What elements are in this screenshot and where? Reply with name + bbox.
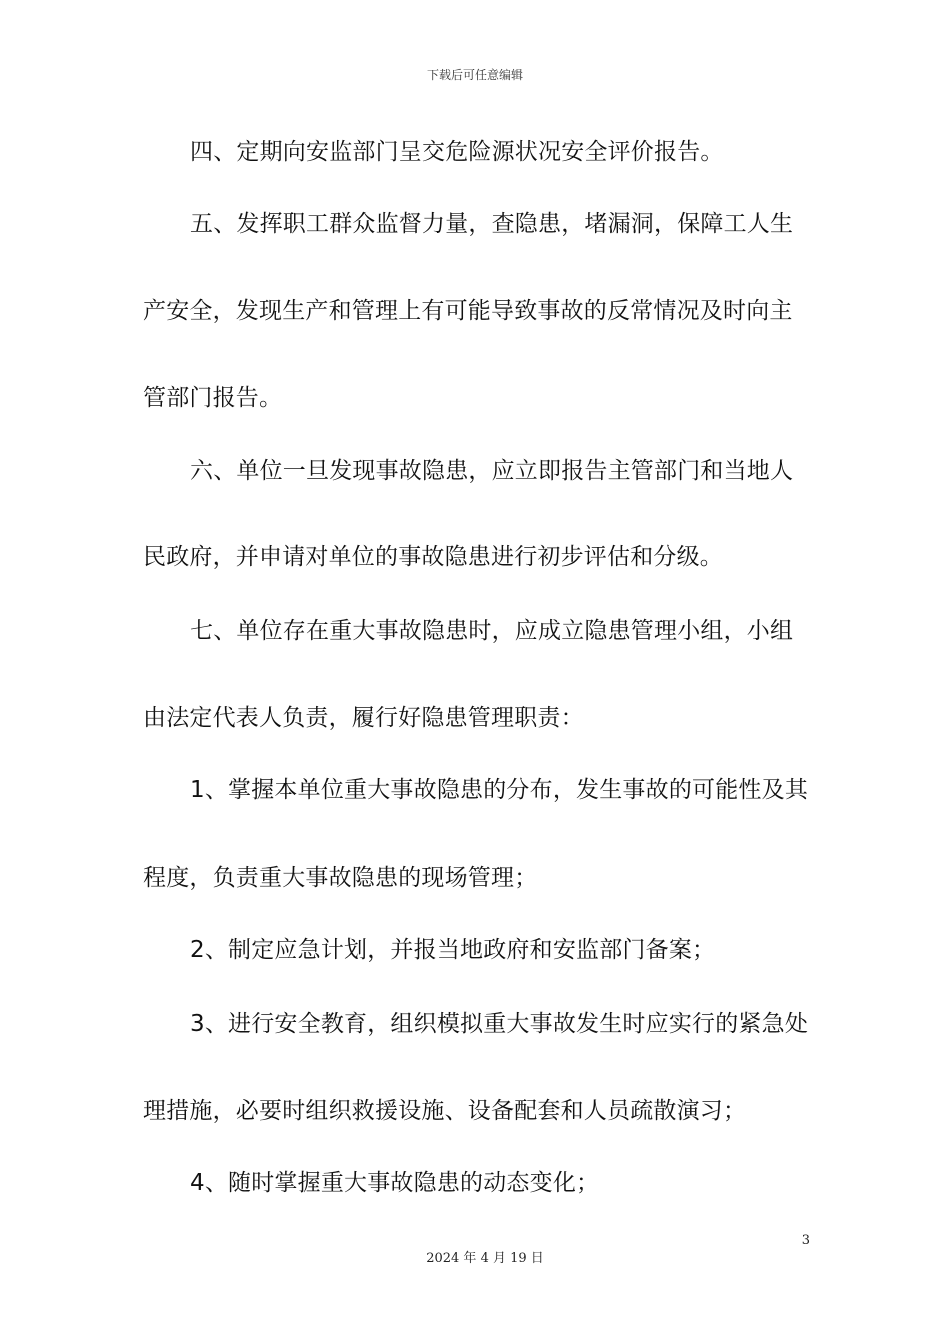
- paragraph-line-14: 4、随时掌握重大事故隐患的动态变化；: [190, 1170, 600, 1196]
- paragraph-line-5: 六、单位一旦发现事故隐患，应立即报告主管部门和当地人: [190, 458, 794, 484]
- paragraph-line-13: 理措施，必要时组织救援设施、设备配套和人员疏散演习；: [143, 1098, 747, 1124]
- page-number: 3: [801, 1233, 810, 1248]
- paragraph-line-10: 程度，负责重大事故隐患的现场管理；: [143, 865, 538, 891]
- paragraph-line-9: 1、掌握本单位重大事故隐患的分布，发生事故的可能性及其: [190, 777, 809, 803]
- paragraph-line-1: 四、定期向安监部门呈交危险源状况安全评价报告。: [190, 139, 724, 165]
- paragraph-line-4: 管部门报告。: [143, 385, 283, 411]
- paragraph-line-7: 七、单位存在重大事故隐患时，应成立隐患管理小组，小组: [190, 618, 794, 644]
- page-header: 下载后可任意编辑: [426, 68, 523, 82]
- paragraph-line-6: 民政府，并申请对单位的事故隐患进行初步评估和分级。: [143, 544, 723, 570]
- paragraph-line-8: 由法定代表人负责，履行好隐患管理职责：: [143, 705, 584, 731]
- paragraph-line-12: 3、进行安全教育，组织模拟重大事故发生时应实行的紧急处: [190, 1011, 809, 1037]
- paragraph-line-2: 五、发挥职工群众监督力量，查隐患，堵漏洞，保障工人生: [190, 211, 794, 237]
- paragraph-line-11: 2、制定应急计划，并报当地政府和安监部门备案；: [190, 937, 716, 963]
- paragraph-line-3: 产安全，发现生产和管理上有可能导致事故的反常情况及时向主: [143, 298, 793, 324]
- footer-date: 2024 年 4 月 19 日: [426, 1251, 544, 1266]
